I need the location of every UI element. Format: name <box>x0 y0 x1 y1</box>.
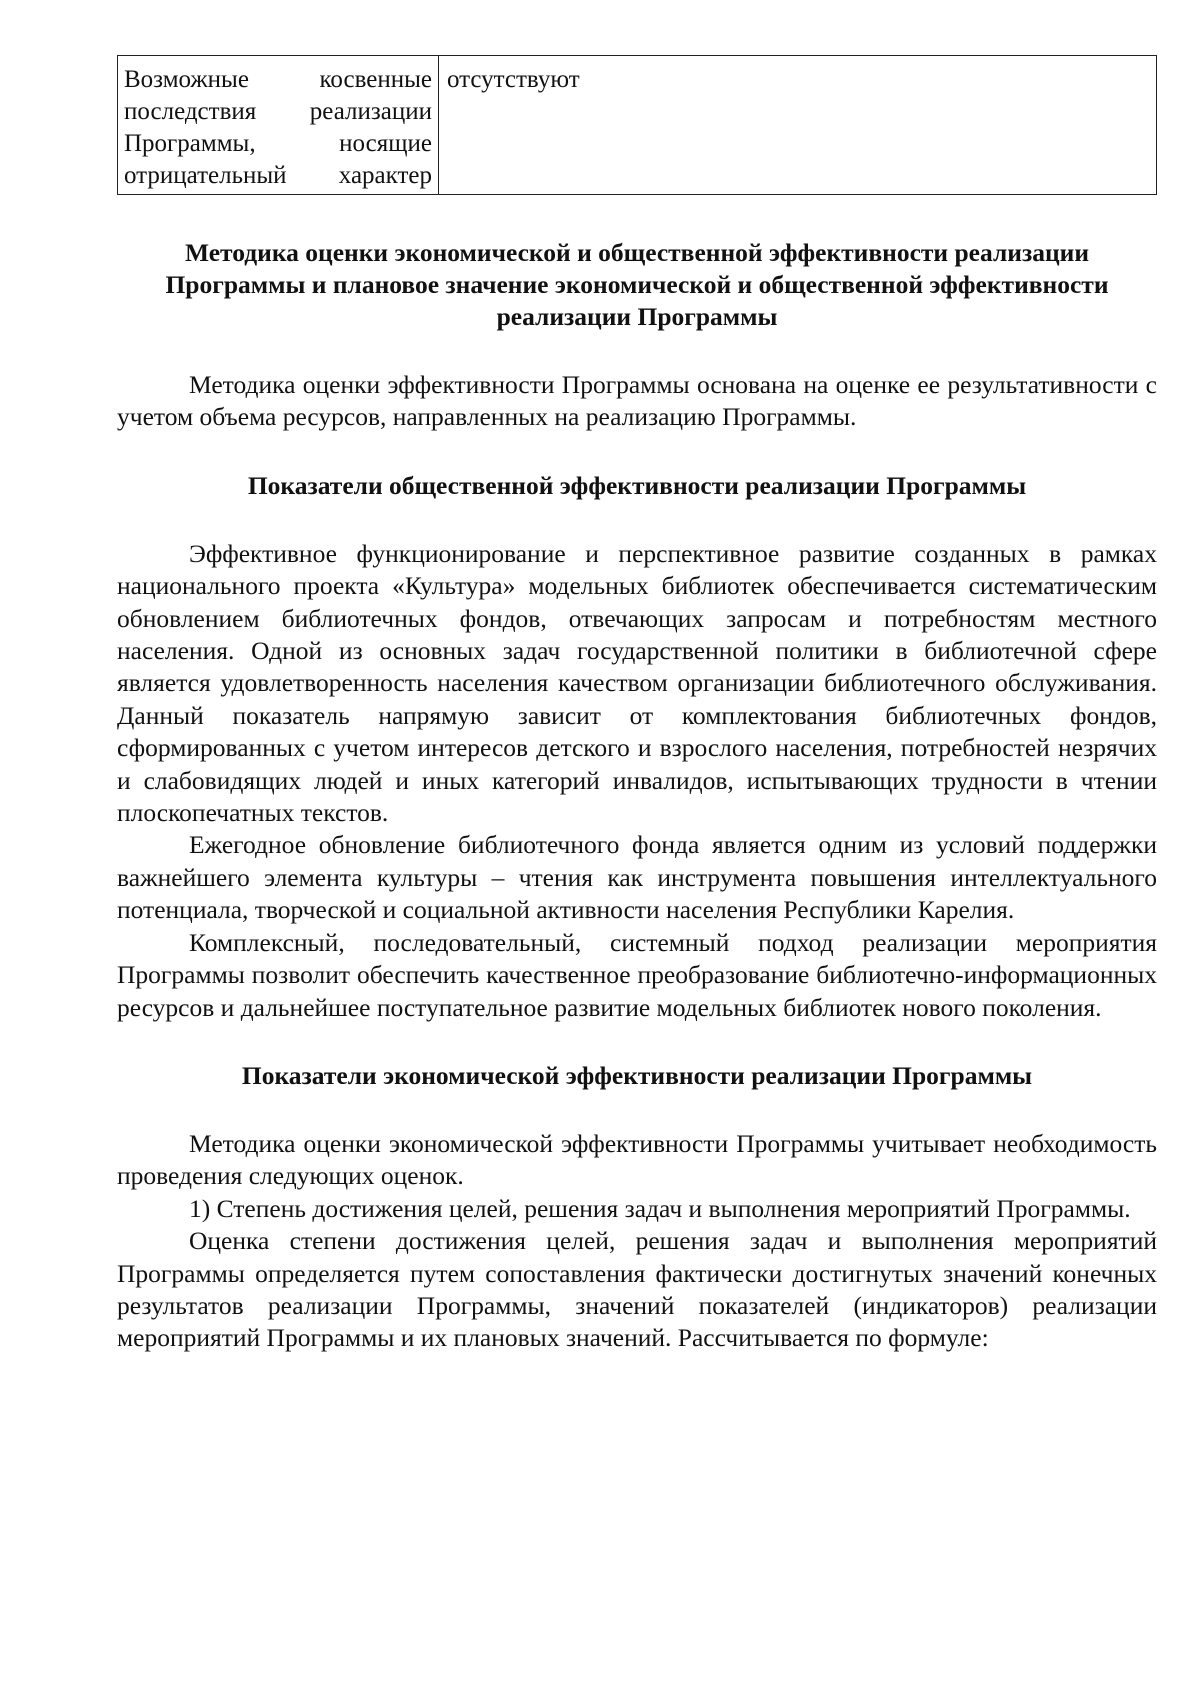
table-cell-label: Возможные косвенные последствия реализации Программы, носящие отрицательный характер <box>118 56 439 195</box>
economic-section-heading: Показатели экономической эффективности реализации Программы <box>241 1060 1033 1090</box>
intro-paragraph: Методика оценки эффективности Программы основана на оценке ее результативности с учетом объема ресурсов, направленных на реализацию Программы. <box>117 370 1157 432</box>
document-page <box>117 55 1157 1355</box>
consequences-table <box>117 55 1157 195</box>
table-row <box>118 56 1157 195</box>
social-section-body <box>117 538 1157 1024</box>
paragraph: Методика оценки экономической эффективности Программы учитывает необходимость проведения следующих оценок. <box>117 1128 1157 1191</box>
paragraph: Комплексный, последовательный, системный подход реализации мероприятия Программы позволит обеспечить качественное преобразование библиотечно-информационных ресурсов и дальнейшее поступательное развитие модельных библиотек нового поколения. <box>117 927 1157 1022</box>
economic-section-body <box>117 1128 1157 1355</box>
social-section-heading: Показатели общественной эффективности реализации Программы <box>247 470 1027 500</box>
paragraph: Ежегодное обновление библиотечного фонда является одним из условий поддержки важнейшего элемента культуры – чтения как инструмента повышения интеллектуального потенциала, творческой и социальной активности населения Республики Карелия. <box>117 830 1157 925</box>
paragraph: 1) Степень достижения целей, решения задач и выполнения мероприятий Программы. <box>189 1193 1131 1223</box>
table-cell-value: отсутствуют <box>439 56 1157 195</box>
paragraph: Эффективное функционирование и перспективное развитие созданных в рамках национального проекта «Культура» модельных библиотек обеспечивается систематическим обновлением библиотечных фондов, отвечающих запросам и потребностям местного населения. Одной из основных задач государственной политики в библиотечной сфере является удовлетворенность населения качеством организации библиотечного обслуживания. Данный показатель напрямую зависит от комплектования библиотечных фондов, сформированных с учетом интересов детского и взрослого населения, потребностей незрячих и слабовидящих людей и иных категорий инвалидов, испытывающих трудности в чтении плоскопечатных текстов. <box>117 538 1157 828</box>
main-heading: Методика оценки экономической и общественной эффективности реализации Программы и плановое значение экономической и общественной эффективности реализации Программы <box>165 238 1109 331</box>
paragraph: Оценка степени достижения целей, решения задач и выполнения мероприятий Программы определяется путем сопоставления фактически достигнутых значений конечных результатов реализации Программы, значений показателей (индикаторов) реализации мероприятий Программы и их плановых значений. Рассчитывается по формуле: <box>117 1226 1157 1353</box>
